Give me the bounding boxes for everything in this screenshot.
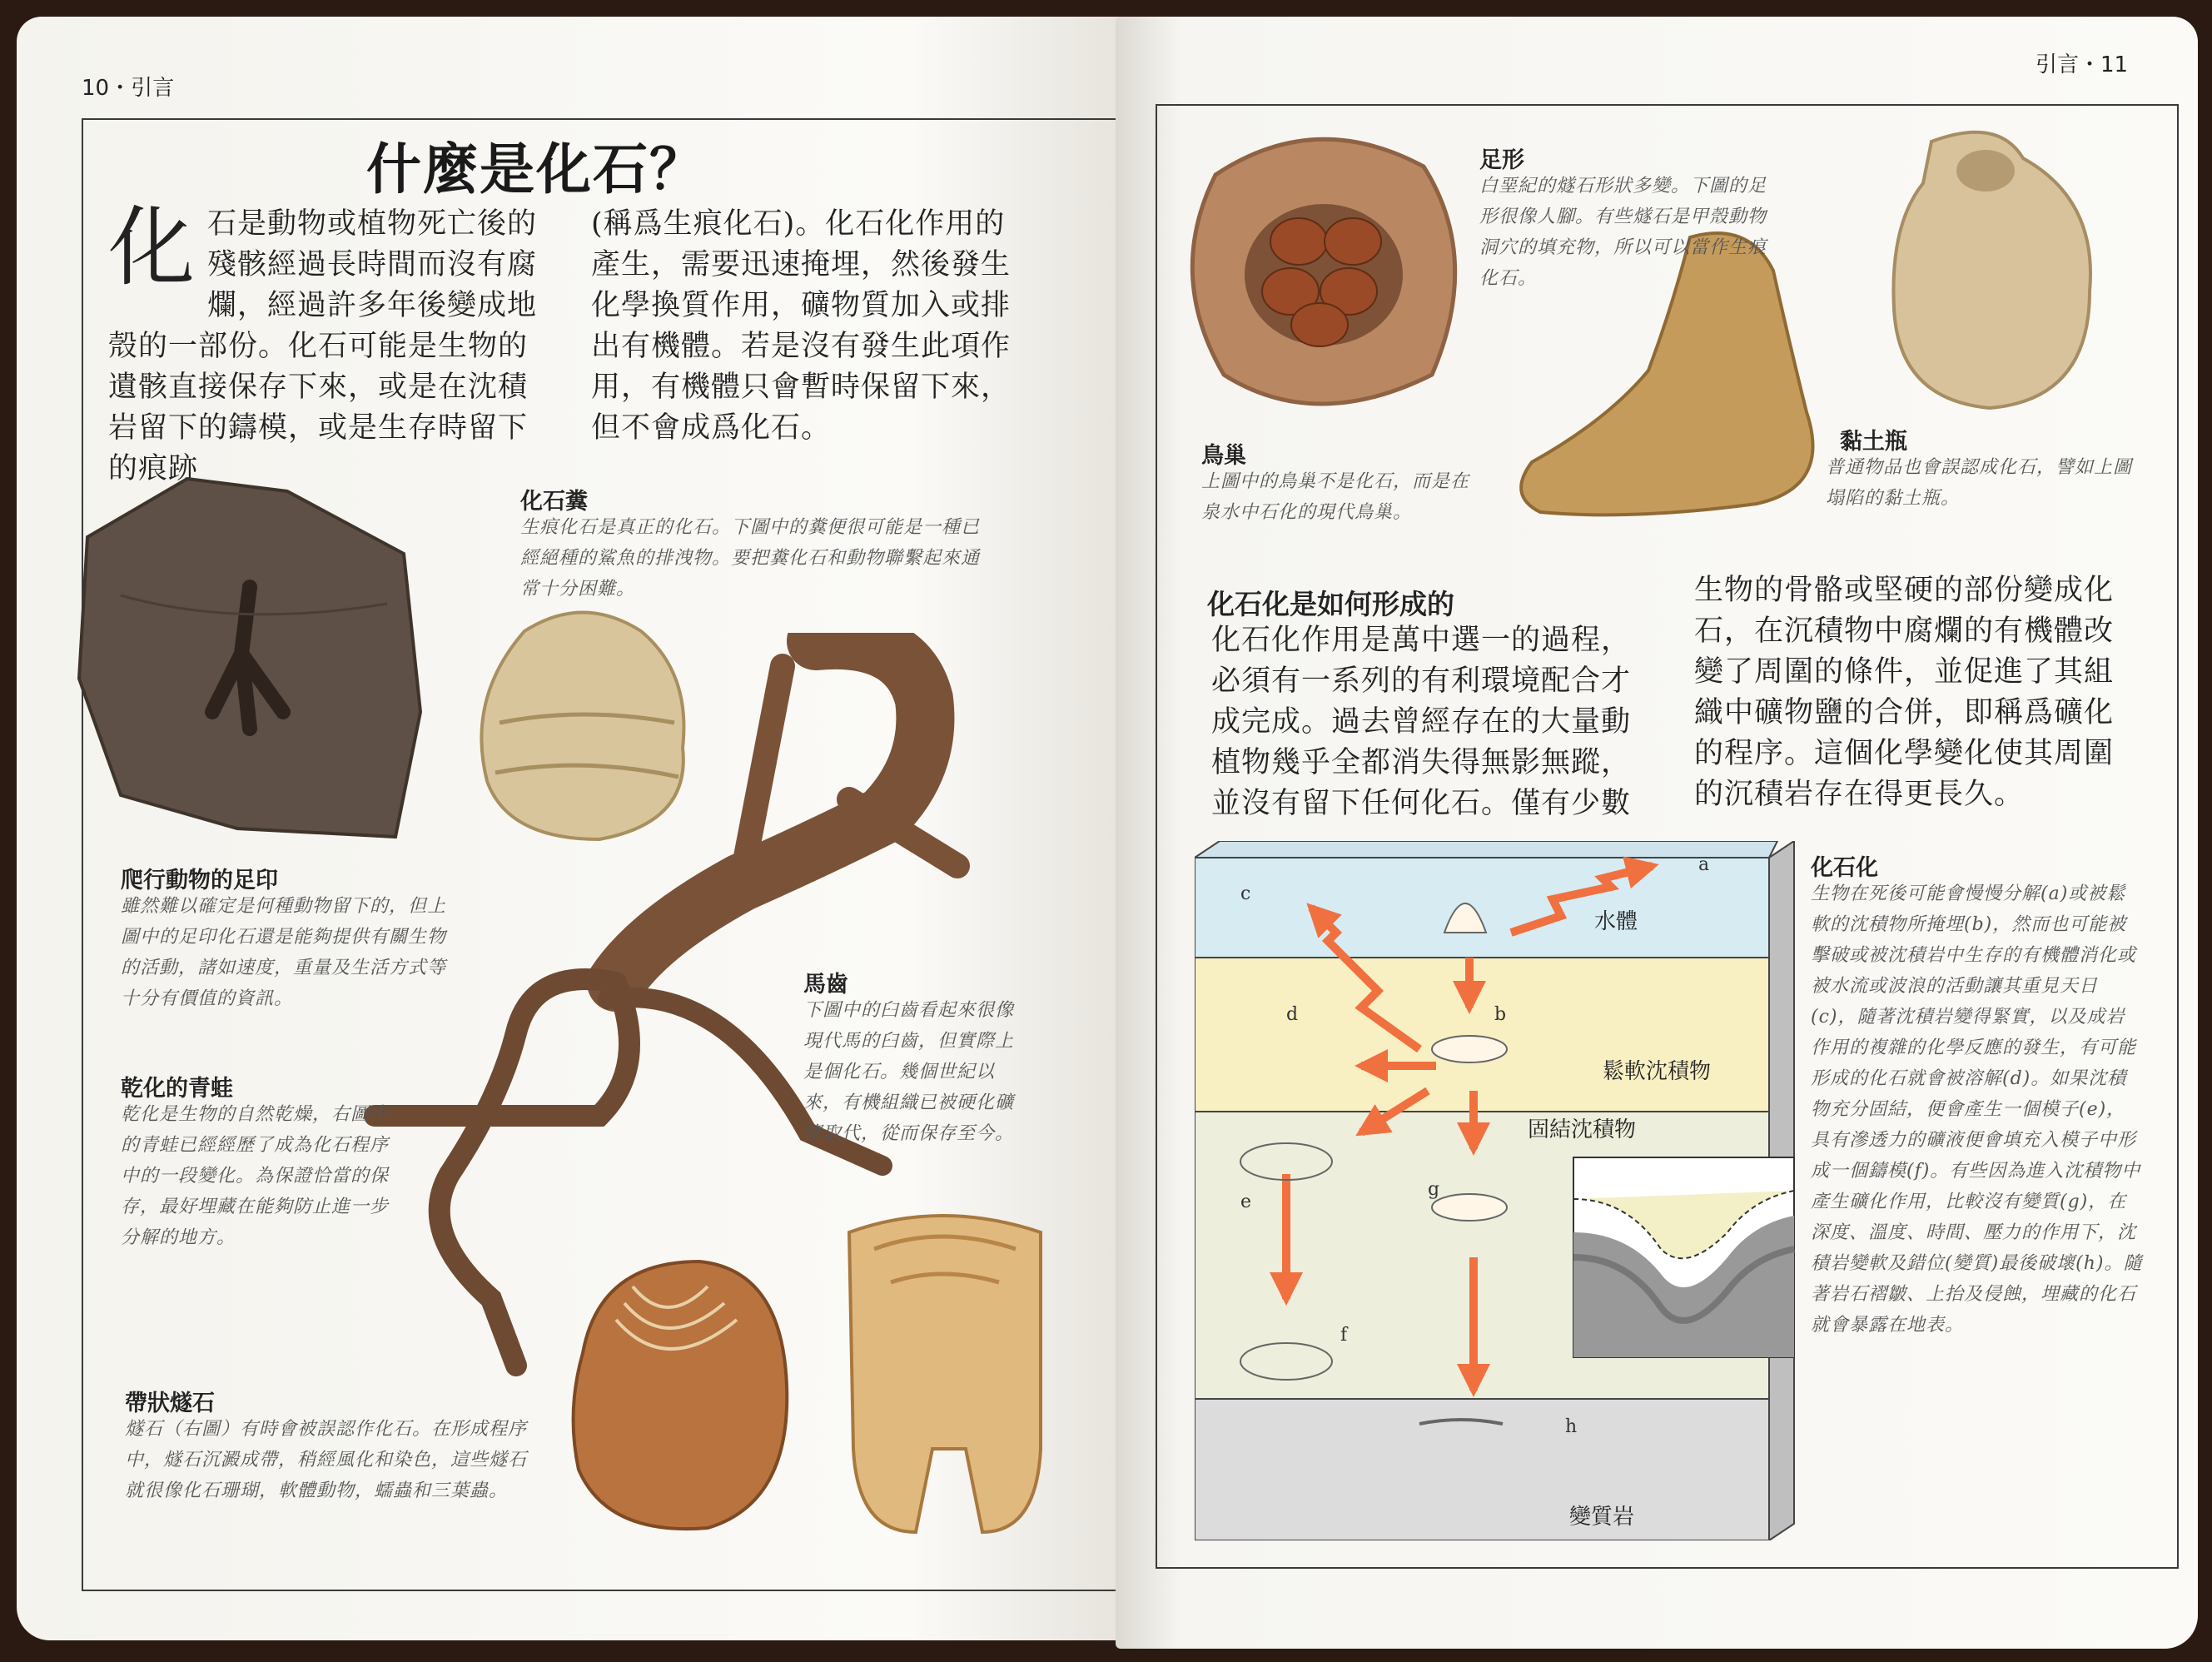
clay-jar-caption-text: 普通物品也會誤認成化石，譬如上圖塌陷的黏土瓶。	[1826, 457, 2133, 509]
fossilization-section-title: 化石化是如何形成的	[1207, 588, 1454, 620]
page-title: 什麼是化石？	[366, 137, 706, 202]
banded-flint-caption-text: 燧石（右圖）有時會被誤認作化石。在形成程序中，燧石沉澱成帶，稍經風化和染色，這些燧石就很像化石珊瑚，軟體動物，蠕蟲和三葉蟲。	[125, 1419, 528, 1501]
diagram-letter-g: g	[1428, 1179, 1440, 1200]
nest-caption-title: 鳥巢	[1201, 443, 1246, 469]
fossilization-column-1: 化石化作用是萬中選一的過程，必須有一系列的有利環境配合才成完成。過去曾經存在的大量動植物幾乎全都消失得無影無蹤，並沒有留下任何化石。僅有少數	[1211, 624, 1632, 820]
fossilization-caption-title: 化石化	[1811, 855, 1878, 881]
fossilization-caption-text: 生物在死後可能會慢慢分解(a)或被鬆軟的沈積物所掩埋(b)，然而也可能被擊破或被沈積岩中生存的有機體消化或被水流或波浪的活動讓其重見天日(c)，隨著沈積岩變得緊實，以及成岩作用的複雜的化學反應的發生，有可能形成的化石就會被溶解(d)。如果沈積物充分固結，便會產生一個模子(e)，具有滲透力的礦液便會填充入模子中形成一個鑄模(f)。有些因為進入沈積物中產生礦化作用，比較沒有變質(g)，在深度、溫度、時間、壓力的作用下，沈積岩變軟及錯位(變質)最後破壞(h)。隨著岩石褶皺、上抬及侵蝕，埋藏的化石就會暴露在地表。	[1811, 883, 2143, 1336]
diagram-letter-b: b	[1494, 1004, 1507, 1025]
layer-label-metamorphic-rock: 變質岩	[1569, 1505, 1635, 1530]
intro-column-1	[108, 197, 541, 490]
horse-tooth-fossil	[841, 1199, 1049, 1540]
diagram-letter-a: a	[1698, 854, 1710, 875]
left-page-header: 10・引言	[82, 76, 175, 101]
intro-text-1: 石是動物或植物死亡後的殘骸經過長時間而沒有腐爛，經過許多年後變成地殼的一部份。化石可能是生物的遺骸直接保存下來，或是在沈積岩留下的鑄模，或是生存時留下的痕跡	[108, 207, 538, 485]
right-page-header: 引言・11	[2036, 52, 2129, 77]
diagram-letter-d: d	[1286, 1004, 1299, 1025]
fossilization-diagram	[1195, 841, 1811, 1540]
layer-label-water: 水體	[1594, 909, 1638, 934]
nest-caption-text: 上圖中的鳥巢不是化石，而是在泉水中石化的現代鳥巢。	[1201, 471, 1470, 523]
footprint-caption-text: 雖然難以確定是何種動物留下的，但上圖中的足印化石還是能夠提供有關生物的活動，諸如速度，重量及生活方式等十分有價值的資訊。	[121, 896, 447, 1009]
banded-flint	[566, 1253, 795, 1536]
horse-tooth-caption-title: 馬齒	[803, 972, 848, 998]
diagram-letter-c: c	[1240, 883, 1251, 904]
fossilization-column-2: 生物的骨骼或堅硬的部份變成化石，在沉積物中腐爛的有機體改變了周圍的條件，並促進了其組織中礦物鹽的合併，即稱爲礦化的程序。這個化學變化使其周圍的沉積岩存在得更長久。	[1694, 574, 2115, 811]
footprint-shape-caption-title: 足形	[1479, 147, 1524, 173]
bird-nest	[1182, 125, 1465, 425]
frog-caption-text: 乾化是生物的自然乾燥，右圖中的青蛙已經經歷了成為化石程序中的一段變化。為保證恰當的保存，最好埋藏在能夠防止進一步分解的地方。	[121, 1104, 390, 1248]
diagram-letter-f: f	[1340, 1325, 1348, 1346]
coprolite-caption-title: 化石糞	[520, 489, 588, 515]
footprint-shape-caption-text: 白堊紀的燧石形狀多變。下圖的足形很像人腳。有些燧石是甲殼動物洞穴的填充物，所以可以當作生痕化石。	[1479, 176, 1767, 289]
clay-jar-caption-title: 黏土瓶	[1840, 429, 1907, 455]
layer-label-soft-sediment: 鬆軟沈積物	[1603, 1059, 1712, 1084]
intro-dropcap: 化	[108, 197, 196, 298]
footprint-caption-title: 爬行動物的足印	[121, 868, 278, 893]
horse-tooth-caption-text: 下圖中的臼齒看起來很像現代馬的臼齒，但實際上是個化石。幾個世紀以來，有機組織已被硬化礦鹽取代，從而保存至今。	[803, 1000, 1015, 1144]
coprolite-caption-text: 生痕化石是真正的化石。下圖中的糞便很可能是一種已經絕種的鯊魚的排洩物。要把糞化石和動物聯繫起來通常十分困難。	[520, 517, 981, 600]
frog-caption-title: 乾化的青蛙	[121, 1076, 233, 1102]
diagram-letter-h: h	[1565, 1416, 1578, 1437]
banded-flint-caption-title: 帶狀燧石	[125, 1391, 215, 1416]
intro-column-2: (稱爲生痕化石)。化石化作用的產生，需要迅速掩埋，然後發生化學換質作用，礦物質加入或排出有機體。若是沒有發生此項作用，有機體只會暫時保留下來，但不會成爲化石。	[591, 207, 1012, 445]
diagram-letter-e: e	[1240, 1192, 1252, 1212]
layer-label-consolidated-sediment: 固結沈積物	[1528, 1117, 1637, 1142]
clay-jar	[1873, 125, 2106, 416]
fold-inset	[1573, 1157, 1794, 1357]
